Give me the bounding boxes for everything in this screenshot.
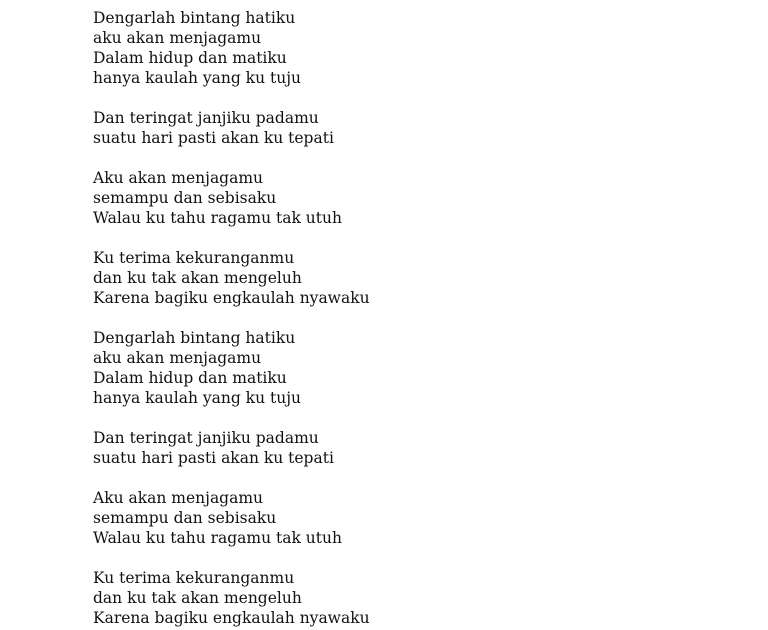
stanza-2 <box>93 108 370 148</box>
lyrics-text <box>93 8 370 628</box>
lyric-line: Ku terima kekuranganmu <box>93 569 295 587</box>
lyric-line: Walau ku tahu ragamu tak utuh <box>93 529 342 547</box>
lyric-line: hanya kaulah yang ku tuju <box>93 389 301 407</box>
stanza-3 <box>93 168 370 228</box>
lyric-line: dan ku tak akan mengeluh <box>93 269 302 287</box>
lyric-line: aku akan menjagamu <box>93 29 262 47</box>
lyric-line: Karena bagiku engkaulah nyawaku <box>93 609 370 627</box>
lyric-line: dan ku tak akan mengeluh <box>93 589 302 607</box>
lyric-line: semampu dan sebisaku <box>93 189 277 207</box>
lyric-line: Ku terima kekuranganmu <box>93 249 295 267</box>
lyric-line: Dalam hidup dan matiku <box>93 369 287 387</box>
lyric-line: Walau ku tahu ragamu tak utuh <box>93 209 342 227</box>
lyric-line: Dengarlah bintang hatiku <box>93 9 296 27</box>
stanza-8 <box>93 568 370 628</box>
lyric-line: suatu hari pasti akan ku tepati <box>93 449 334 467</box>
lyric-line: hanya kaulah yang ku tuju <box>93 69 301 87</box>
lyric-line: Dan teringat janjiku padamu <box>93 109 319 127</box>
stanza-5 <box>93 328 370 408</box>
lyric-line: aku akan menjagamu <box>93 349 262 367</box>
lyric-line: Aku akan menjagamu <box>93 169 264 187</box>
stanza-1 <box>93 8 370 88</box>
lyric-line: Dengarlah bintang hatiku <box>93 329 296 347</box>
stanza-6 <box>93 428 370 468</box>
lyric-line: semampu dan sebisaku <box>93 509 277 527</box>
stanza-4 <box>93 248 370 308</box>
lyric-line: Karena bagiku engkaulah nyawaku <box>93 289 370 307</box>
lyric-line: Dan teringat janjiku padamu <box>93 429 319 447</box>
lyric-line: Aku akan menjagamu <box>93 489 264 507</box>
stanza-7 <box>93 488 370 548</box>
lyric-line: suatu hari pasti akan ku tepati <box>93 129 334 147</box>
lyric-line: Dalam hidup dan matiku <box>93 49 287 67</box>
